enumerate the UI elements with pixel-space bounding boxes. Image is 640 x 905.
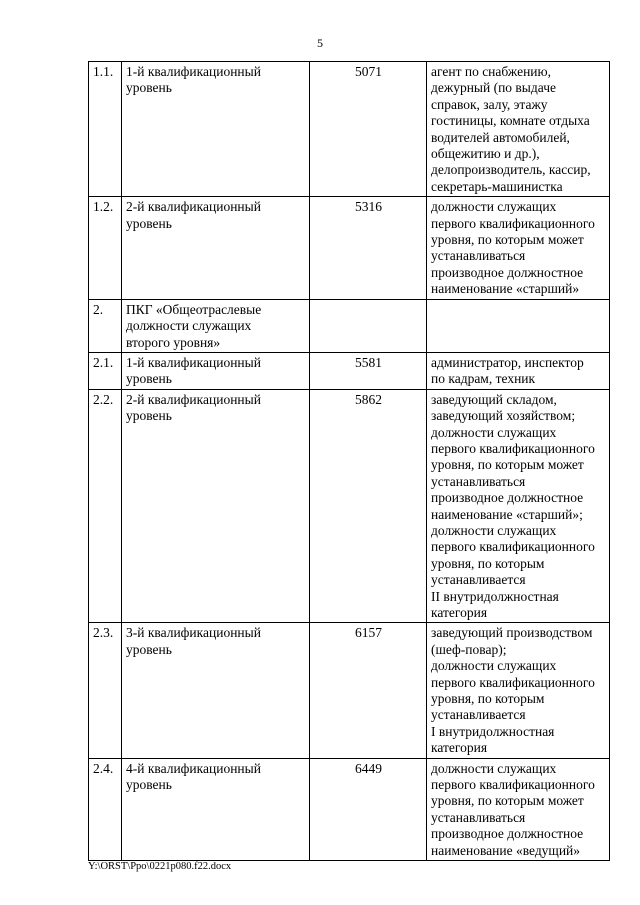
salary-amount <box>310 299 427 352</box>
salary-amount: 5862 <box>310 389 427 623</box>
salary-amount: 5071 <box>310 62 427 197</box>
positions-list: должности служащих первого квалификационного уровня, по которым может устанавливаться производное должностное наименование «ведущий» <box>427 758 610 860</box>
qualification-level: 1-й квалификационный уровень <box>122 62 310 197</box>
row-number: 2.3. <box>89 623 122 758</box>
salary-amount: 6449 <box>310 758 427 860</box>
salary-amount: 6157 <box>310 623 427 758</box>
table-row <box>89 62 610 197</box>
positions-list: администратор, инспектор по кадрам, техник <box>427 352 610 389</box>
positions-list: должности служащих первого квалификационного уровня, по которым может устанавливаться производное должностное наименование «старший» <box>427 197 610 299</box>
qualification-level: 2-й квалификационный уровень <box>122 389 310 623</box>
qualification-group-title: ПКГ «Общеотраслевые должности служащих второго уровня» <box>122 299 310 352</box>
table-row <box>89 299 610 352</box>
positions-list: заведующий производством (шеф-повар); должности служащих первого квалификационного уровня, по которым устанавливается I внутридолжностная категория <box>427 623 610 758</box>
row-number: 2.1. <box>89 352 122 389</box>
table-row <box>89 197 610 299</box>
table-row <box>89 623 610 758</box>
table-row <box>89 758 610 860</box>
positions-list: заведующий складом, заведующий хозяйством; должности служащих первого квалификационного уровня, по которым может устанавливаться производное должностное наименование «старший»; должности служащих первого квалификационного уровня, по которым устанавливается II внутридолжностная категория <box>427 389 610 623</box>
qualification-level: 1-й квалификационный уровень <box>122 352 310 389</box>
salary-amount: 5316 <box>310 197 427 299</box>
table-row <box>89 352 610 389</box>
qualification-level: 4-й квалификационный уровень <box>122 758 310 860</box>
file-path-footer: Y:\ORST\Ppo\0221p080.f22.docx <box>88 861 232 872</box>
qualification-level: 2-й квалификационный уровень <box>122 197 310 299</box>
row-number: 2. <box>89 299 122 352</box>
page-number: 5 <box>317 36 323 50</box>
table-row <box>89 389 610 623</box>
salary-amount: 5581 <box>310 352 427 389</box>
row-number: 1.2. <box>89 197 122 299</box>
positions-list: агент по снабжению, дежурный (по выдаче справок, залу, этажу гостиницы, комнате отдыха водителей автомобилей, общежитию и др.), делопроизводитель, кассир, секретарь-машинистка <box>427 62 610 197</box>
row-number: 2.4. <box>89 758 122 860</box>
positions-list <box>427 299 610 352</box>
row-number: 2.2. <box>89 389 122 623</box>
salary-table <box>88 61 610 861</box>
qualification-level: 3-й квалификационный уровень <box>122 623 310 758</box>
row-number: 1.1. <box>89 62 122 197</box>
